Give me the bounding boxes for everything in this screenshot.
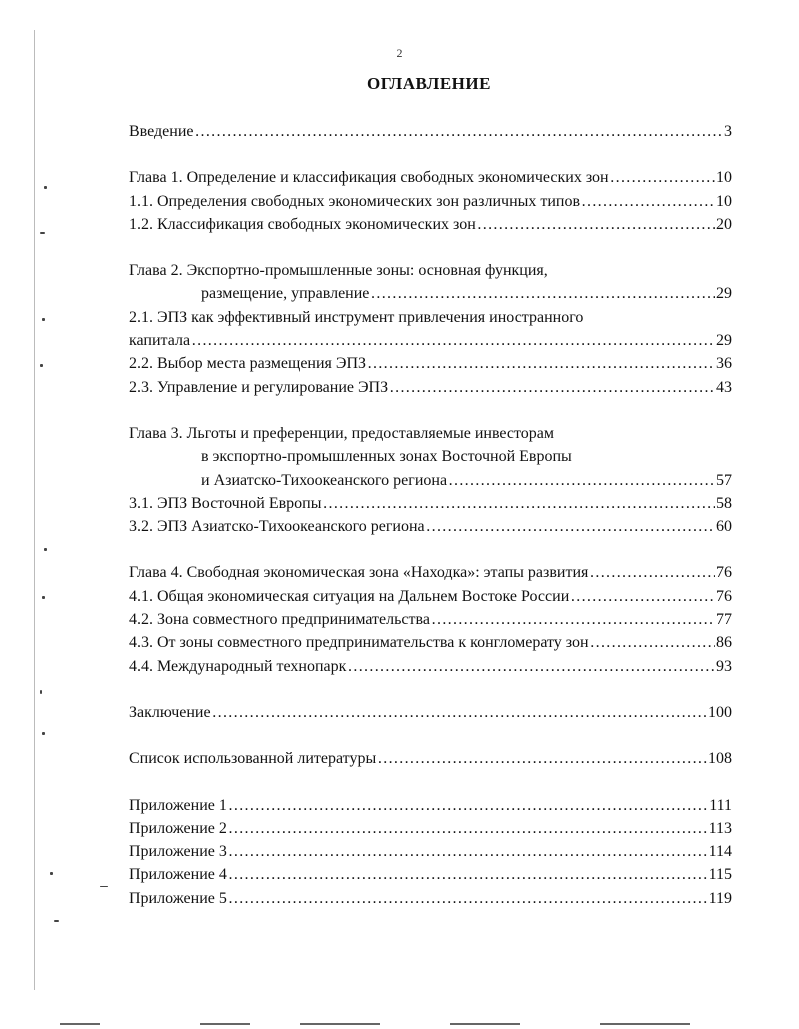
toc-line [129, 701, 732, 724]
toc-page-number: 77 [716, 611, 732, 629]
dot-leader [590, 631, 715, 654]
toc-page-number: 43 [716, 378, 732, 396]
toc-page-number: 57 [716, 471, 732, 489]
toc-page-number: 119 [708, 889, 732, 907]
toc-line [129, 166, 732, 189]
dot-leader [228, 863, 708, 886]
toc-line [129, 747, 732, 770]
toc-entry-title: 4.2. Зона совместного предпринимательства [129, 611, 430, 629]
toc-entry-title: Список использованной литературы [129, 750, 377, 768]
dot-leader [389, 376, 715, 399]
margin-speck [42, 596, 45, 599]
toc-page-number: 3 [724, 123, 732, 140]
dot-leader [195, 120, 724, 143]
dot-leader [570, 585, 715, 608]
dot-leader [377, 747, 707, 770]
toc-page-number: 29 [716, 332, 732, 350]
toc-page-number: 113 [708, 819, 732, 837]
toc-line [129, 631, 732, 654]
dot-leader [370, 282, 715, 305]
margin-speck [40, 232, 45, 234]
toc-entry [129, 352, 732, 375]
toc-entry [129, 515, 732, 538]
toc-line [129, 376, 732, 399]
toc-line [129, 120, 732, 143]
toc-line [129, 840, 732, 863]
toc-page-number: 76 [716, 587, 732, 605]
toc-entry [129, 863, 732, 886]
dot-leader [212, 701, 707, 724]
toc-entry [129, 585, 732, 608]
scan-bottom-edge [60, 1023, 100, 1025]
toc-line [129, 306, 732, 329]
page-title: ОГЛАВЛЕНИЕ [367, 74, 491, 93]
toc-entry-title: Введение [129, 123, 194, 140]
toc-page-number: 108 [708, 750, 732, 768]
toc-page-number: 10 [716, 169, 732, 187]
toc-entry [129, 608, 732, 631]
toc-page-number: 115 [708, 866, 732, 884]
toc-page-number: 58 [716, 494, 732, 512]
toc-page-number: 111 [709, 796, 732, 814]
dot-leader [477, 213, 715, 236]
toc-entry-title: 4.3. От зоны совместного предпринимательства к конгломерату зон [129, 634, 589, 652]
toc-page-number: 93 [716, 657, 732, 675]
dot-leader [228, 840, 708, 863]
toc-line [129, 445, 732, 468]
dot-leader [191, 329, 715, 352]
margin-speck [44, 186, 47, 189]
margin-speck [54, 920, 59, 922]
toc-page-number: 20 [716, 215, 732, 233]
toc-entry-title: Приложение 4 [129, 866, 227, 884]
toc-entry-title: 2.1. ЭПЗ как эффективный инструмент привлечения иностранного [129, 308, 584, 326]
toc-line [129, 329, 732, 352]
toc-entry [129, 561, 732, 584]
toc-line [129, 561, 732, 584]
dot-leader [581, 190, 715, 213]
toc-line [129, 585, 732, 608]
toc-page-number: 29 [716, 285, 732, 303]
toc-entry [129, 887, 732, 910]
dot-leader [431, 608, 715, 631]
toc-line [129, 817, 732, 840]
toc-entry-title: Глава 2. Экспортно-промышленные зоны: основная функция, [129, 262, 548, 280]
toc-page-number: 60 [716, 518, 732, 536]
page-number: 2 [396, 46, 403, 60]
margin-speck [100, 886, 108, 887]
toc-entry [129, 120, 732, 143]
toc-entry-title: 1.2. Классификация свободных экономических зон [129, 215, 476, 233]
toc-entry-title: капитала [129, 332, 191, 350]
toc-entry [129, 817, 732, 840]
dot-leader [589, 561, 715, 584]
dot-leader [347, 655, 715, 678]
toc-line [129, 863, 732, 886]
toc-page-number: 86 [716, 634, 732, 652]
toc-entry-title: и Азиатско-Тихоокеанского региона [201, 471, 448, 489]
toc-entry [129, 376, 732, 399]
toc-entry-title: Приложение 1 [129, 796, 227, 814]
scan-bottom-edge [300, 1023, 380, 1025]
toc-entry-title: 1.1. Определения свободных экономических зон различных типов [129, 192, 581, 210]
dot-leader [322, 492, 715, 515]
margin-speck [44, 548, 47, 551]
table-of-contents [129, 120, 732, 910]
scan-edge-line [34, 30, 35, 990]
toc-line [129, 794, 732, 817]
toc-entry [129, 840, 732, 863]
dot-leader [610, 166, 715, 189]
toc-line [129, 422, 732, 445]
dot-leader [228, 817, 708, 840]
scan-bottom-edge [200, 1023, 250, 1025]
toc-line [129, 887, 732, 910]
toc-line [129, 190, 732, 213]
toc-line [129, 352, 732, 375]
toc-entry-title: 3.1. ЭПЗ Восточной Европы [129, 494, 322, 512]
toc-entry-title: 2.2. Выбор места размещения ЭПЗ [129, 355, 367, 373]
toc-entry [129, 213, 732, 236]
dot-leader [448, 469, 715, 492]
toc-entry-title: Глава 4. Свободная экономическая зона «Находка»: этапы развития [129, 564, 589, 582]
toc-page-number: 76 [716, 564, 732, 582]
toc-entry-title: Глава 3. Льготы и преференции, предоставляемые инвесторам [129, 424, 555, 442]
toc-line [129, 213, 732, 236]
toc-entry-title: 3.2. ЭПЗ Азиатско-Тихоокеанского региона [129, 518, 425, 536]
toc-line [129, 282, 732, 305]
toc-entry [129, 259, 732, 306]
toc-entry [129, 492, 732, 515]
toc-entry [129, 166, 732, 189]
toc-entry-title: Приложение 5 [129, 889, 227, 907]
toc-entry-title: размещение, управление [201, 285, 370, 303]
margin-speck [42, 318, 45, 321]
margin-speck [40, 690, 42, 694]
margin-speck [50, 872, 53, 875]
toc-line [129, 259, 732, 282]
toc-entry-title: 2.3. Управление и регулирование ЭПЗ [129, 378, 389, 396]
toc-entry [129, 422, 732, 492]
toc-entry-title: Заключение [129, 703, 211, 721]
toc-entry [129, 655, 732, 678]
toc-entry [129, 747, 732, 770]
toc-entry [129, 190, 732, 213]
dot-leader [426, 515, 715, 538]
dot-leader [228, 794, 708, 817]
scan-bottom-edge [600, 1023, 690, 1025]
margin-speck [42, 732, 45, 735]
toc-page-number: 10 [716, 192, 732, 210]
toc-line [129, 469, 732, 492]
toc-entry-title: Приложение 3 [129, 843, 227, 861]
toc-line [129, 608, 732, 631]
dot-leader [228, 887, 708, 910]
toc-line [129, 515, 732, 538]
dot-leader [367, 352, 715, 375]
toc-entry [129, 306, 732, 353]
toc-entry [129, 794, 732, 817]
toc-entry [129, 701, 732, 724]
toc-entry-title: 4.4. Международный технопарк [129, 657, 347, 675]
toc-entry-title: Глава 1. Определение и классификация свободных экономических зон [129, 169, 609, 187]
toc-page-number: 114 [708, 843, 732, 861]
toc-line [129, 655, 732, 678]
toc-entry-title: 4.1. Общая экономическая ситуация на Дальнем Востоке России [129, 587, 570, 605]
toc-line [129, 492, 732, 515]
toc-entry-title: Приложение 2 [129, 819, 227, 837]
margin-speck [40, 364, 43, 367]
toc-page-number: 100 [708, 703, 732, 721]
toc-entry-title: в экспортно-промышленных зонах Восточной Европы [201, 448, 572, 466]
scan-bottom-edge [450, 1023, 520, 1025]
toc-page-number: 36 [716, 355, 732, 373]
toc-entry [129, 631, 732, 654]
